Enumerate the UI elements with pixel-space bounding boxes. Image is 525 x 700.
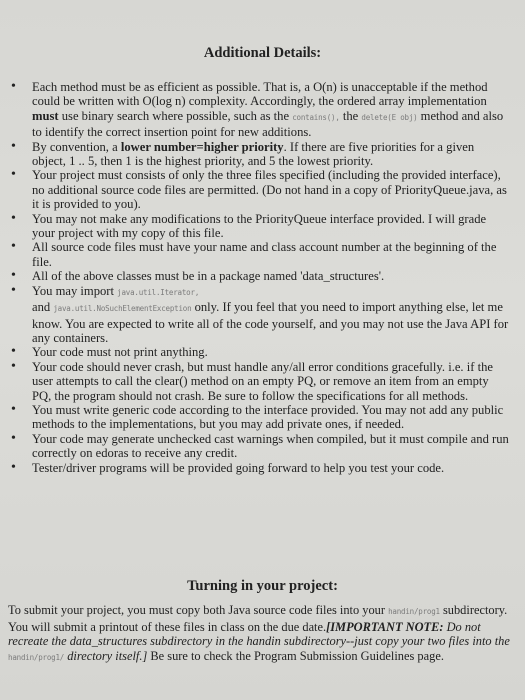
bullet-icon: •	[11, 239, 16, 255]
bold-text: must	[32, 108, 59, 123]
inline-code: handin/prog1/	[8, 652, 65, 662]
text-run: Tester/driver programs will be provided going forward to help you test your code.	[32, 460, 445, 475]
bullet-icon: •	[11, 268, 16, 284]
text-run: Be sure to check the Program Submission Guidelines page.	[147, 648, 444, 663]
turning-in-paragraph	[8, 603, 513, 665]
text-run: You may not make any modifications to the PriorityQueue interface provided. I will grade your project with my copy of this file.	[32, 211, 487, 241]
list-item	[8, 240, 510, 269]
text-run: directory itself.]	[64, 648, 148, 663]
inline-code: handin/prog1	[388, 607, 440, 616]
list-item	[8, 360, 510, 403]
list-item	[8, 80, 510, 140]
bullet-icon: •	[11, 401, 16, 417]
text-run: Your code must not print anything.	[32, 345, 208, 360]
list-item	[8, 212, 510, 241]
text-run: Your code should never crash, but must handle any/all error conditions gracefully. i.e. if the user attempts to call the clear() method on an empty PQ, or remove an item from an empty PQ, the program should not crash. Be sure to follow the specifications for all methods.	[32, 359, 493, 403]
bullet-icon: •	[11, 79, 16, 94]
list-item	[8, 269, 510, 283]
bullet-icon: •	[11, 167, 16, 183]
list-item	[8, 403, 510, 432]
text-run: method and also to identify the correct insertion point for new additions.	[32, 108, 504, 140]
bullet-icon: •	[11, 282, 16, 298]
section-heading-additional-details: Additional Details:	[203, 45, 322, 61]
text-run: All of the above classes must be in a package named 'data_structures'.	[32, 269, 385, 284]
text-run: To submit your project, you must copy both Java source code files into your	[8, 603, 389, 617]
text-run: and	[32, 300, 54, 315]
text-run: only. If you feel that you need to import anything else, let me know. You are expected to write all of the code yourself, and you may not use the Java API for any containers.	[32, 300, 509, 345]
text-run: Do not recreate the data_structures subdirectory in the handin subdirectory--just copy your two files into the	[8, 619, 510, 649]
list-item	[8, 140, 510, 169]
text-run: All source code files must have your name and class account number at the beginning of the file.	[32, 240, 497, 269]
bullet-icon: •	[11, 430, 16, 446]
section-heading-turning-in: Turning in your project:	[187, 578, 338, 594]
bold-text: lower number=higher priority	[120, 139, 284, 154]
inline-code: delete(E obj)	[361, 112, 418, 122]
text-run: Your project must consists of only the three files specified (including the provided interface), no additional source code files are permitted. (Do not hand in a copy of PriorityQueue.java, as it is provided to you).	[32, 168, 507, 212]
list-item	[8, 345, 510, 359]
list-item	[8, 461, 510, 475]
text-run: Your code may generate unchecked cast warnings when compiled, but it must compile and run correctly on edoras to receive any credit.	[32, 431, 509, 461]
bullet-icon: •	[11, 138, 16, 154]
bullet-icon: •	[11, 358, 16, 374]
inline-code: java.util.NoSuchElementException	[53, 304, 192, 314]
list-item	[8, 168, 510, 211]
text-run: use binary search where possible, such as the	[58, 108, 293, 123]
text-run: the	[339, 108, 362, 123]
text-run: You must write generic code according to the interface provided. You may not add any public methods to the implementations, but you may add private ones, if needed.	[32, 402, 504, 432]
bullet-icon: •	[11, 210, 16, 226]
text-run: . If there are five priorities for a given object, 1 .. 5, then 1 is the highest priority, and 5 the lowest priority.	[32, 139, 475, 169]
bold-text: [IMPORTANT NOTE:	[326, 619, 444, 634]
inline-code: contains(),	[292, 112, 340, 122]
list-item	[8, 284, 510, 346]
text-run: By convention, a	[32, 139, 121, 154]
text-run: Each method must be as efficient as possible. That is, a O(n) is unacceptable if the method could be written with O(log n) complexity. Accordingly, the ordered array implementation	[32, 80, 488, 109]
text-run: subdirectory. You will submit a printout of these files in class on the due date.	[8, 603, 508, 634]
bullet-icon: •	[11, 344, 16, 360]
bullet-icon: •	[11, 459, 16, 475]
text-run: You may import	[32, 283, 118, 298]
inline-code: java.util.Iterator,	[117, 287, 200, 297]
list-item	[8, 432, 510, 461]
details-bullet-list	[8, 80, 510, 475]
